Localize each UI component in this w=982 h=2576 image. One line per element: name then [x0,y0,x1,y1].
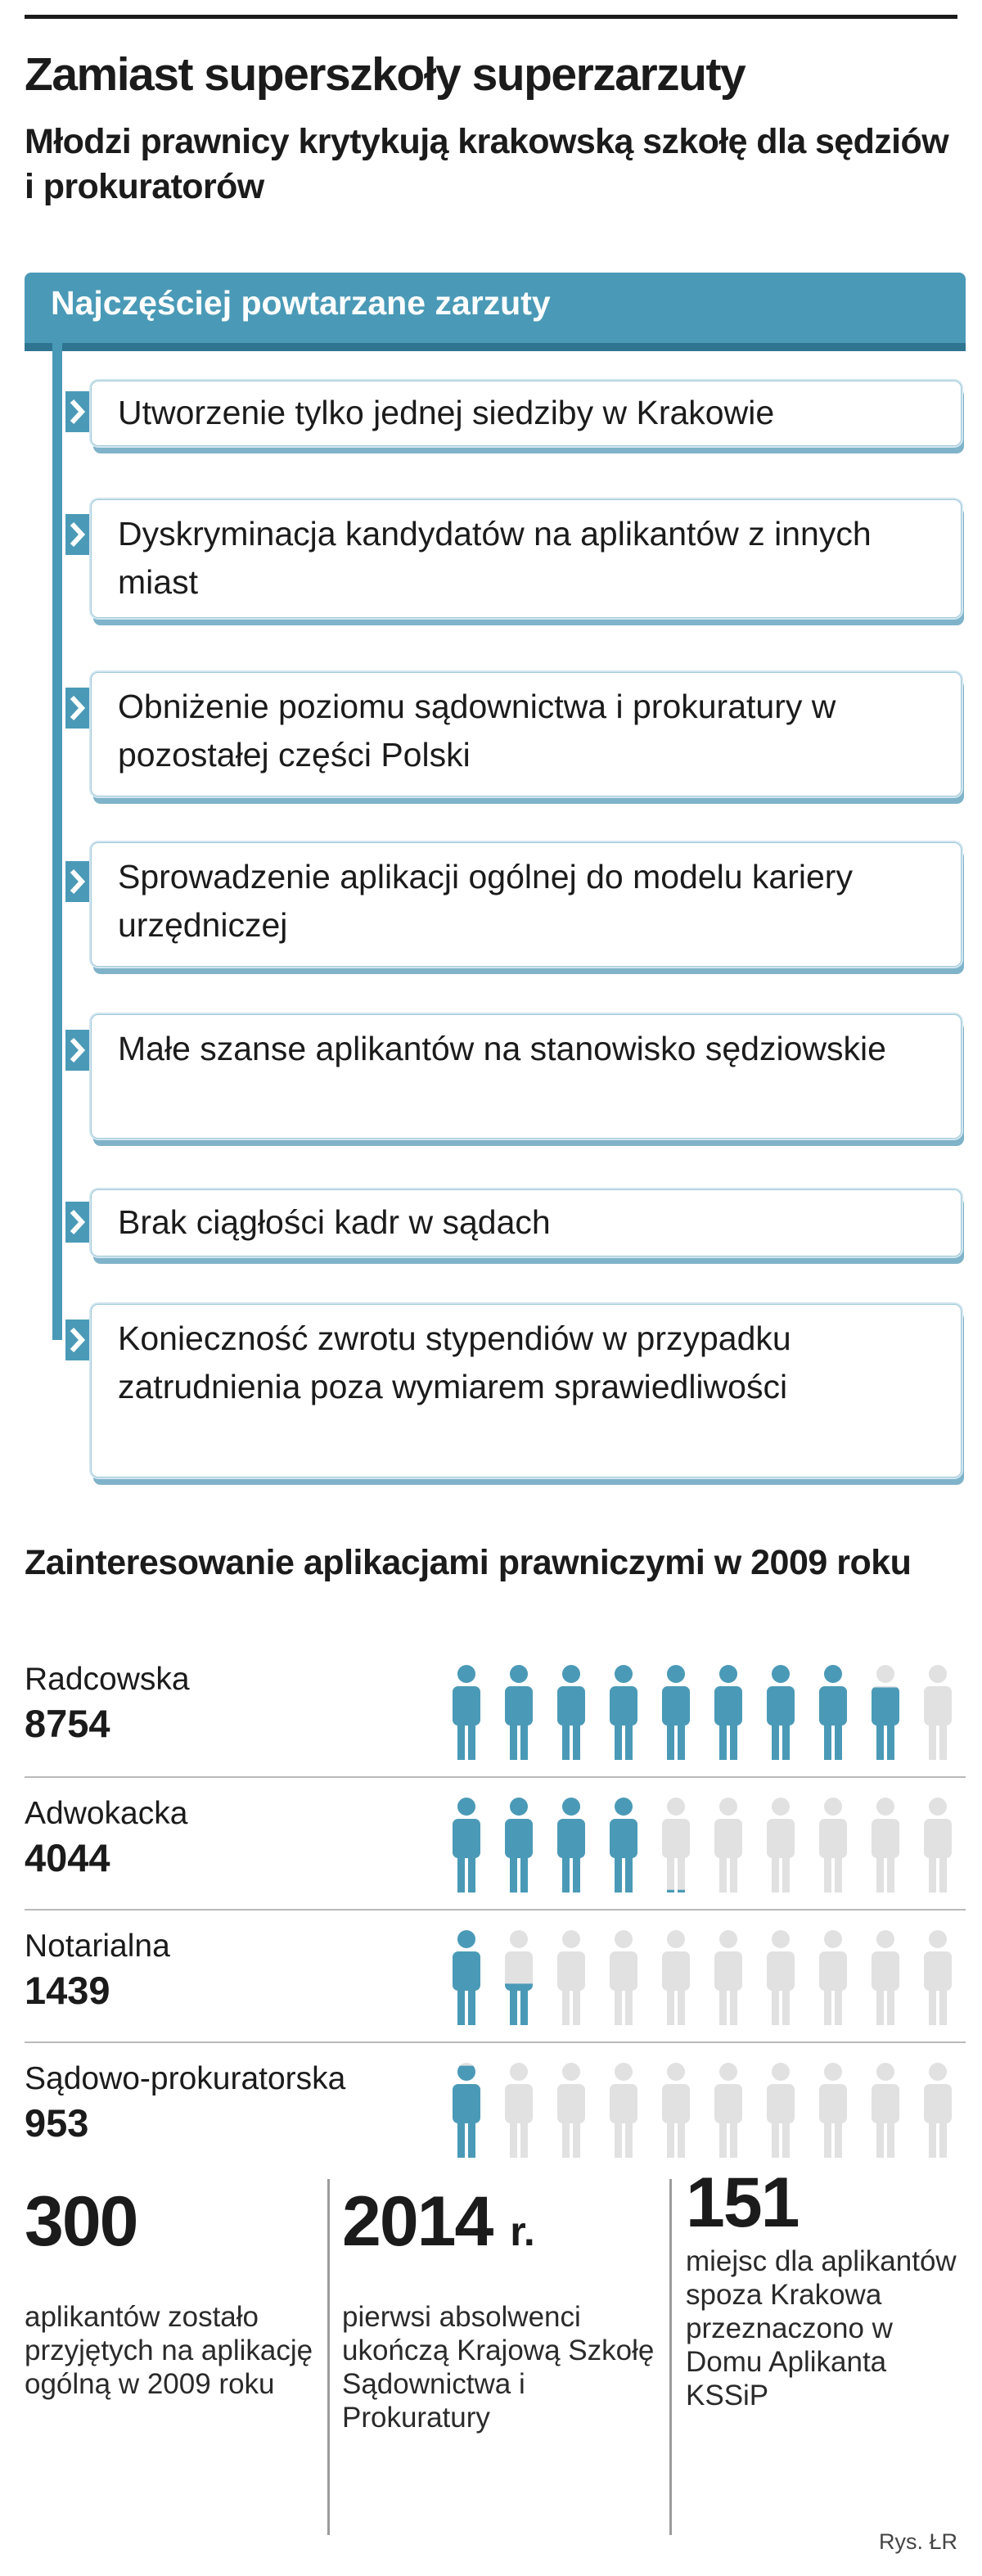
complaint-text: Brak ciągłości kadr w sądach [118,1203,551,1241]
complaint-text: Utworzenie tylko jednej siedziby w Krakowie [118,394,775,431]
stat-text: aplikantów zostało przyjętych na aplikację ogólną w 2009 roku [25,2301,313,2400]
person-icon-fill [610,1665,637,1760]
stat-number [686,2163,799,2244]
person-icon-fill [714,1665,742,1760]
stat-number-value: 300 [25,2182,137,2261]
person-icon [767,1930,795,2025]
person-icon [662,1798,690,1893]
person-icon [505,1798,533,1893]
person-icon-fill [767,1665,795,1760]
category-label: Radcowska [25,1662,190,1697]
person-icon [872,1798,899,1893]
person-icon-fill [505,1665,533,1760]
value-label: 953 [25,2101,89,2145]
pictogram-row [442,1794,966,1897]
value-label: 1439 [25,1969,110,2012]
chevron-right-icon [65,514,90,555]
person-icon-fill [557,1665,585,1760]
complaint-text: Sprowadzenie aplikacji ogólnej do modelu kariery urzędniczej [118,858,853,944]
person-icon-fill [557,1798,585,1893]
person-icon [924,1798,952,1893]
person-icon [557,1665,585,1760]
category-label: Adwokacka [25,1796,188,1831]
person-icon [453,1665,480,1760]
stat-number [342,2181,535,2262]
row-separator [25,1776,966,1778]
top-rule [25,15,957,19]
person-icon [767,1665,795,1760]
person-icon [453,1798,480,1893]
person-icon-fill [453,1665,480,1760]
person-icon [872,1930,899,2025]
stat-separator [327,2179,330,2535]
person-icon [610,1930,637,2025]
person-icon [505,1665,533,1760]
person-icon-fill [453,1930,480,2025]
category-label: Notarialna [25,1929,170,1964]
person-icon-fill [453,1798,480,1893]
complaint-box [92,1190,961,1256]
chevron-right-icon [65,688,90,729]
chevron-right-icon [65,1320,90,1360]
person-icon [610,2063,637,2158]
person-icon [505,2063,533,2158]
person-icon-fill [610,1798,637,1893]
complaint-text: Obniżenie poziomu sądownictwa i prokuratury w pozostałej części Polski [118,688,836,774]
person-icon-fill [662,1665,690,1760]
person-icon [557,1930,585,2025]
person-icon [819,2063,847,2158]
category-label: Sądowo-prokuratorska [25,2061,346,2096]
person-icon [872,1665,899,1760]
stat-number-value: 2014 [342,2182,493,2261]
complaint-text: Konieczność zwrotu stypendiów w przypadku zatrudnienia poza wymiarem sprawiedliwości [118,1320,791,1405]
person-icon [557,1798,585,1893]
person-icon [714,2063,742,2158]
complaint-box [92,843,961,966]
chevron-right-icon [65,1202,90,1243]
person-icon [714,1930,742,2025]
person-icon [819,1930,847,2025]
chart-title: Zainteresowanie aplikacjami prawniczymi w 2009 roku [25,1543,912,1582]
chevron-right-icon [65,861,90,902]
person-icon [453,2063,480,2158]
person-icon [505,1930,533,2025]
person-icon [767,1798,795,1893]
complaint-text: Małe szanse aplikantów na stanowisko sędziowskie [118,1030,886,1067]
person-icon [610,1665,637,1760]
stat-number [25,2181,137,2262]
complaint-box [92,1015,961,1138]
complaint-box [92,1305,961,1477]
person-icon [714,1798,742,1893]
credit: Rys. ŁR [878,2529,957,2554]
complaint-box [92,381,961,445]
chevron-right-icon [65,391,90,432]
complaint-text: Dyskryminacja kandydatów na aplikantów z innych miast [118,515,872,601]
person-icon [610,1798,637,1893]
person-icon [453,1930,480,2025]
person-icon [714,1665,742,1760]
person-icon-fill [453,2063,480,2158]
person-icon [662,1930,690,2025]
person-icon [767,2063,795,2158]
person-icon [819,1798,847,1893]
complaint-box [92,673,961,796]
stat-text: pierwsi absolwenci ukończą Krajową Szkołę Sądownictwa i Prokuratury [342,2301,655,2434]
person-icon [924,2063,952,2158]
stat-unit: r. [510,2208,535,2254]
stat-text: miejsc dla aplikantów spoza Krakowa przeznaczono w Domu Aplikanta KSSiP [686,2245,957,2411]
person-icon [819,1665,847,1760]
pictogram-row [442,1927,966,2029]
person-icon [924,1665,952,1760]
page-subtitle: Młodzi prawnicy krytykują krakowską szkołę dla sędziów i prokuratorów [25,122,949,206]
value-label: 4044 [25,1836,110,1879]
stat-separator [669,2179,672,2535]
pictogram-row [442,2059,966,2162]
person-icon [924,1930,952,2025]
stat-number-value: 151 [686,2163,799,2242]
complaints-rail [52,343,62,1340]
person-icon [662,2063,690,2158]
person-icon [557,2063,585,2158]
page-title: Zamiast superszkoły superzarzuty [25,48,746,101]
person-icon [872,2063,899,2158]
row-separator [25,1909,966,1911]
person-icon-fill [505,1798,533,1893]
value-label: 8754 [25,1702,110,1745]
person-icon-fill [819,1665,847,1760]
complaint-box [92,500,961,617]
chevron-right-icon [65,1030,90,1071]
row-separator [25,2041,966,2043]
pictogram-row [442,1662,966,1764]
person-icon [662,1665,690,1760]
complaints-heading: Najczęściej powtarzane zarzuty [51,284,551,322]
